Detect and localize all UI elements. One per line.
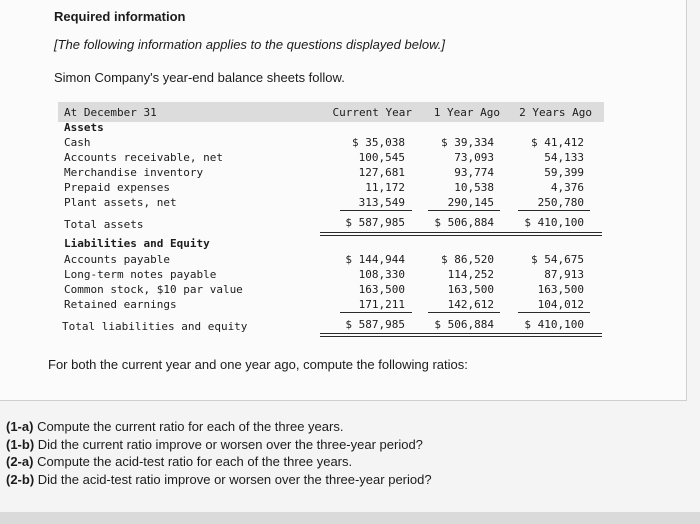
cell-value: 290,145: [447, 196, 494, 209]
cell-value: $ 39,334: [441, 136, 494, 149]
cell-value: 127,681: [358, 166, 405, 179]
cell-value: $ 54,675: [531, 253, 584, 266]
cell-value: 54,133: [544, 151, 584, 164]
cell-value: 87,913: [544, 268, 584, 281]
cell-value: $ 35,038: [352, 136, 405, 149]
cell-value: 250,780: [537, 196, 584, 209]
question-item: (1-b) Did the current ratio improve or worsen over the three-year period?: [6, 436, 423, 452]
cell-value: 163,500: [447, 283, 494, 296]
double-underline: [320, 336, 602, 337]
cell-value: 163,500: [537, 283, 584, 296]
cell-value: 100,545: [358, 151, 405, 164]
double-underline: [320, 235, 602, 236]
bottom-bar: [0, 512, 700, 524]
double-underline: [320, 333, 602, 334]
cell-value: 171,211: [358, 298, 405, 311]
cell-value: 59,399: [544, 166, 584, 179]
underline: [428, 210, 500, 211]
col-current-year: Current Year: [332, 106, 412, 119]
cell-value: $ 587,985: [345, 318, 405, 331]
cell-value: 104,012: [537, 298, 584, 311]
cell-value: 11,172: [365, 181, 405, 194]
question-item: (2-a) Compute the acid-test ratio for each of the three years.: [6, 454, 353, 469]
cell-value: 93,774: [454, 166, 494, 179]
cell-value: $ 410,100: [524, 216, 584, 229]
cell-value: $ 86,520: [441, 253, 494, 266]
underline: [340, 312, 412, 313]
row-label: Prepaid expenses: [64, 181, 170, 194]
row-label: Common stock, $10 par value: [64, 283, 243, 296]
intro-text: Simon Company's year-end balance sheets follow.: [54, 70, 345, 85]
cell-value: 114,252: [447, 268, 494, 281]
question-item: (2-b) Did the acid-test ratio improve or worsen over the three-year period?: [6, 471, 432, 487]
instruction-text: For both the current year and one year ago, compute the following ratios:: [48, 357, 468, 372]
underline: [518, 210, 590, 211]
page-title: Required information: [54, 9, 186, 24]
underline: [428, 312, 500, 313]
underline: [518, 312, 590, 313]
row-label: Retained earnings: [64, 298, 177, 311]
cell-value: 10,538: [454, 181, 494, 194]
double-underline: [320, 232, 602, 233]
row-label: Accounts payable: [64, 253, 170, 266]
row-label: Merchandise inventory: [64, 166, 204, 179]
header-label: At December 31: [64, 106, 157, 119]
balance-sheet-table: [58, 102, 604, 336]
col-1-year-ago: 1 Year Ago: [433, 106, 500, 119]
col-2-years-ago: 2 Years Ago: [519, 106, 592, 119]
cell-value: $ 506,884: [434, 216, 494, 229]
question-list: [6, 418, 432, 488]
cell-value: $ 587,985: [345, 216, 405, 229]
cell-value: $ 144,944: [345, 253, 405, 266]
cell-value: $ 506,884: [434, 318, 494, 331]
cell-value: 73,093: [454, 151, 494, 164]
cell-value: $ 410,100: [524, 318, 584, 331]
cell-value: 142,612: [447, 298, 494, 311]
underline: [340, 210, 412, 211]
row-label: Accounts receivable, net: [64, 151, 223, 164]
cell-value: 313,549: [358, 196, 405, 209]
total-liab-label: Total liabilities and equity: [62, 320, 248, 333]
cell-value: 108,330: [358, 268, 405, 281]
row-label: Plant assets, net: [64, 196, 177, 209]
total-assets-label: Total assets: [64, 218, 144, 231]
question-item: (1-a) Compute the current ratio for each of the three years.: [6, 419, 344, 434]
cell-value: $ 41,412: [531, 136, 584, 149]
assets-heading: Assets: [64, 121, 104, 134]
info-note: [The following information applies to the questions displayed below.]: [54, 37, 445, 52]
liabilities-heading: Liabilities and Equity: [64, 237, 210, 250]
cell-value: 163,500: [358, 283, 405, 296]
cell-value: 4,376: [550, 181, 584, 194]
row-label: Long-term notes payable: [64, 268, 217, 281]
row-label: Cash: [64, 136, 91, 149]
